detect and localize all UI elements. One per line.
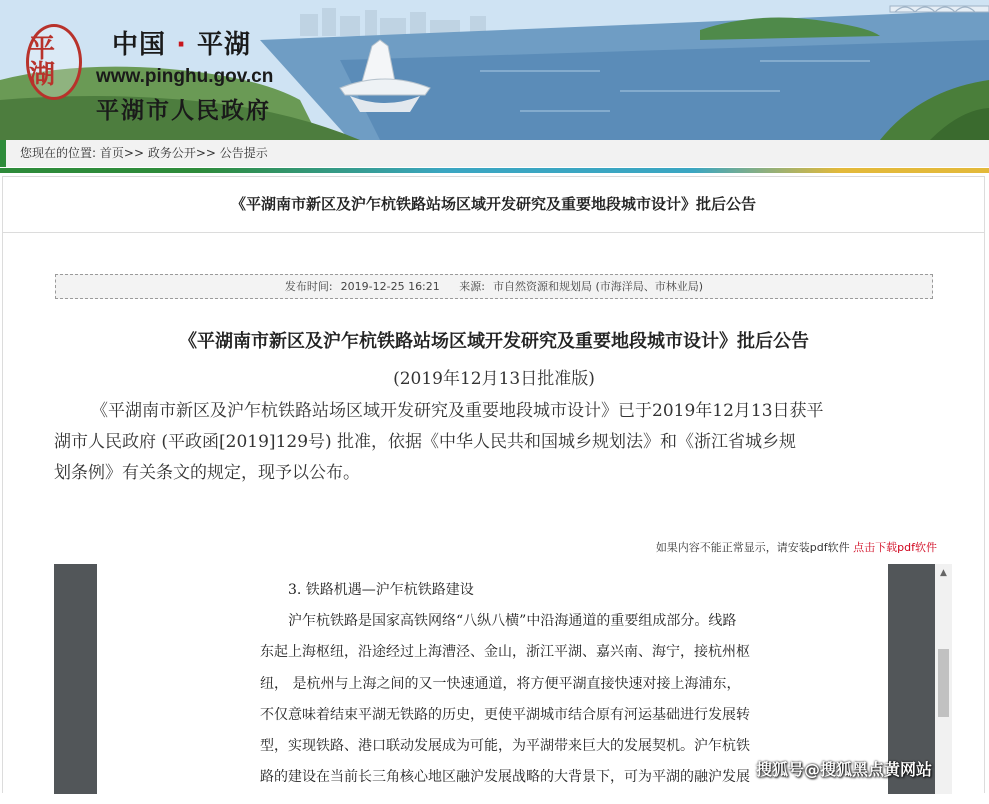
page-title: 《平湖南市新区及沪乍杭铁路站场区域开发研究及重要地段城市设计》批后公告 — [2, 176, 985, 233]
pdf-line: 型，实现铁路、港口联动发展成为可能，为平湖带来巨大的发展契机。沪乍杭铁 — [260, 738, 750, 755]
government-name: 平湖市人民政府 — [96, 98, 271, 124]
scroll-up-arrow-icon[interactable]: ▲ — [940, 568, 947, 578]
article-subtitle: (2019年12月13日批准版) — [393, 369, 595, 389]
breadcrumb-gov-affairs[interactable]: 政务公开 — [147, 146, 196, 160]
pdf-line: 沪乍杭铁路是国家高铁网络“八纵八横”中沿海通道的重要组成部分。线路 — [288, 613, 737, 630]
site-name-pinghu: 平湖 — [197, 30, 252, 60]
article-body-line: 划条例》有关条文的规定，现予以公布。 — [54, 463, 360, 483]
site-url: www.pinghu.gov.cn — [96, 66, 274, 87]
pdf-text — [260, 575, 750, 793]
color-stripe-divider — [0, 168, 989, 173]
site-name-dot: · — [176, 30, 187, 60]
pdf-line: 东起上海枢纽，沿途经过上海漕泾、金山，浙江平湖、嘉兴南、海宁，接杭州枢 — [260, 644, 750, 661]
breadcrumb-home[interactable]: 首页 — [99, 146, 124, 160]
city-seal-logo: 平湖 — [26, 24, 82, 100]
pdf-hint — [620, 539, 937, 555]
pdf-hint-text: 如果内容不能正常显示，请安装pdf软件 — [655, 541, 850, 554]
article-body — [54, 396, 932, 489]
source-label: 来源: 市自然资源和规划局 (市海洋局、市林业局) — [459, 280, 704, 293]
pdf-scrollbar[interactable] — [935, 564, 952, 794]
publish-label: 发布时间: 2019-12-25 16:21 — [284, 280, 440, 293]
article-body-line: 《平湖南市新区及沪乍杭铁路站场区域开发研究及重要地段城市设计》已于2019年12月13日获平 — [91, 401, 824, 421]
breadcrumb — [0, 140, 989, 167]
site-banner — [0, 0, 989, 140]
site-name — [112, 24, 251, 61]
pdf-line: 不仅意味着结束平湖无铁路的历史，更使平湖城市结合原有河运基础进行发展转 — [260, 706, 750, 723]
download-pdf-link[interactable]: 点击下载pdf软件 — [853, 541, 937, 554]
pdf-line: 纽， 是杭州与上海之间的又一快速通道，将方便平湖直接快速对接上海浦东， — [260, 675, 741, 692]
site-name-china: 中国 — [112, 30, 167, 60]
breadcrumb-separator: >> — [195, 146, 216, 160]
breadcrumb-separator: >> — [123, 146, 144, 160]
article-meta — [55, 274, 933, 299]
breadcrumb-notices[interactable]: 公告提示 — [219, 146, 268, 160]
watermark: 搜狐号@搜狐黑点黄网站 — [756, 760, 933, 779]
pdf-line: 路的建设在当前长三角核心地区融沪发展战略的大背景下，可为平湖的融沪发展 — [260, 769, 750, 786]
breadcrumb-prefix: 您现在的位置: — [20, 146, 97, 160]
scroll-thumb[interactable] — [938, 649, 949, 717]
article-title: 《平湖南市新区及沪乍杭铁路站场区域开发研究及重要地段城市设计》批后公告 — [179, 331, 809, 352]
pdf-line: 3. 铁路机遇—沪乍杭铁路建设 — [288, 582, 474, 598]
article-body-line: 湖市人民政府 (平政函[2019]129号) 批准，依据《中华人民共和国城乡规划法》和《浙江省城乡规 — [54, 432, 797, 452]
